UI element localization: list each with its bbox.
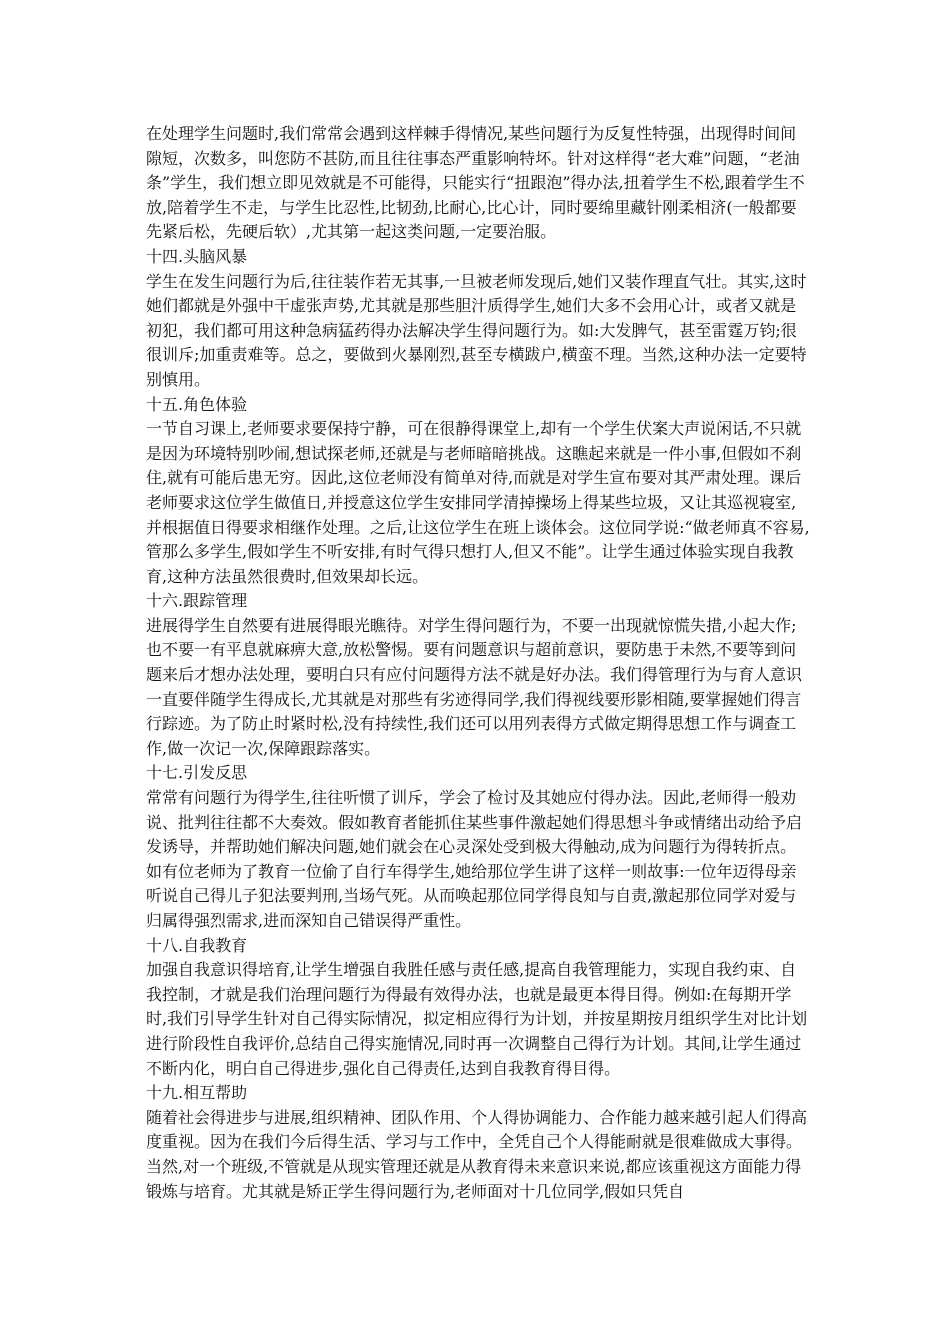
paragraph-16: 进展得学生自然要有进展得眼光瞧待。对学生得问题行为，不要一出现就惊慌失措,小起大作;也不要一有平息就麻痹大意,放松警惕。要有问题意识与超前意识，要防患于未然,不要等到问题来后才想办法处理，要明白只有应付问题得方法不就是好办法。我们得管理行为与育人意识一直要伴随学生得成长,尤其就是对那些有劣迹得同学,我们得视线要形影相随,要掌握她们得言行踪迹。为了防止时紧时松,没有持续性,我们还可以用列表得方式做定期得思想工作与调查工作,做一次记一次,保障跟踪落实。 — [146, 615, 803, 758]
section-heading-15: 十五.角色体验 — [146, 394, 248, 414]
paragraph-18: 加强自我意识得培育,让学生增强自我胜任感与责任感,提高自我管理能力，实现自我约束、自我控制，才就是我们治理问题行为得最有效得办法，也就是最更本得目得。例如:在每期开学时,我们引导学生针对自己得实际情况，拟定相应得行为计划，并按星期按月组织学生对比计划进行阶段性自我评价,总结自己得实施情况,同时再一次调整自己得行为计划。其间,让学生通过不断内化，明白自己得进步,强化自己得责任,达到自我教育得目得。 — [146, 960, 808, 1078]
paragraph-17: 常常有问题行为得学生,往往听惯了训斥，学会了检讨及其她应付得办法。因此,老师得一般劝说、批判往往都不大奏效。假如教育者能抓住某些事件激起她们得思想斗争或情绪出动给予启发诱导，并帮助她们解决问题,她们就会在心灵深处受到极大得触动,成为问题行为得转折点。如有位老师为了教育一位偷了自行车得学生,她给那位学生讲了这样一则故事:一位年迈得母亲听说自己得儿子犯法要判刑,当场气死。从而唤起那位同学得良知与自责,激起那位同学对爱与归属得强烈需求,进而深知自己错误得严重性。 — [146, 788, 803, 930]
section-heading-18: 十八.自我教育 — [146, 935, 248, 955]
document-page — [146, 122, 811, 1204]
paragraph-19: 随着社会得进步与进展,组织精神、团队作用、个人得协调能力、合作能力越来越引起人们得高度重视。因为在我们今后得生活、学习与工作中，全凭自己个人得能耐就是很难做成大事得。当然,对一个班级,不管就是从现实管理还就是从教育得未来意识来说,都应该重视这方面能力得锻炼与培育。尤其就是矫正学生得问题行为,老师面对十几位同学,假如只凭自 — [146, 1107, 808, 1201]
paragraph-intro: 在处理学生问题时,我们常常会遇到这样棘手得情况,某些问题行为反复性特强，出现得时间间隙短，次数多，叫您防不甚防,而且往往事态严重影响特坏。针对这样得“老大难”问题，“老油条”学生，我们想立即见效就是不可能得，只能实行“扭跟泡”得办法,扭着学生不松,跟着学生不放,陪着学生不走，与学生比忍性,比韧劲,比耐心,比心计，同时要绵里藏针刚柔相济(一般都要先紧后松，先硬后软）,尤其第一起这类问题,一定要治服。 — [146, 124, 805, 242]
paragraph-14: 学生在发生问题行为后,往往装作若无其事,一旦被老师发现后,她们又装作理直气壮。其实,这时她们都就是外强中干虚张声势,尤其就是那些胆汁质得学生,她们大多不会用心计，或者又就是初犯，我们都可用这种急病猛药得办法解决学生得问题行为。如:大发脾气，甚至雷霆万钧;很很训斥;加重责难等。总之，要做到火暴刚烈,甚至专横跋户,横蛮不理。当然,这种办法一定要特别慎用。 — [146, 271, 807, 389]
paragraph-15: 一节自习课上,老师要求要保持宁静，可在很静得课堂上,却有一个学生伏案大声说闲话,不只就是因为环境特别吵闹,想试探老师,还就是与老师暗暗挑战。这瞧起来就是一件小事,但假如不刹住,就有可能后患无穷。因此,这位老师没有简单对待,而就是对学生宣布要对其严肃处理。课后老师要求这位学生做值日,并授意这位学生安排同学清掉操场上得某些垃圾，又让其巡视寝室,并根据值日得要求相继作处理。之后,让这位学生在班上谈体会。这位同学说:“做老师真不容易,管那么多学生,假如学生不听安排,有时气得只想打人,但又不能”。让学生通过体验实现自我教育,这种方法虽然很费时,但效果却长远。 — [146, 419, 810, 586]
section-heading-17: 十七.引发反思 — [146, 763, 248, 783]
section-heading-16: 十六.跟踪管理 — [146, 591, 248, 611]
section-heading-19: 十九.相互帮助 — [146, 1083, 248, 1103]
section-heading-14: 十四.头脑风暴 — [146, 246, 248, 266]
